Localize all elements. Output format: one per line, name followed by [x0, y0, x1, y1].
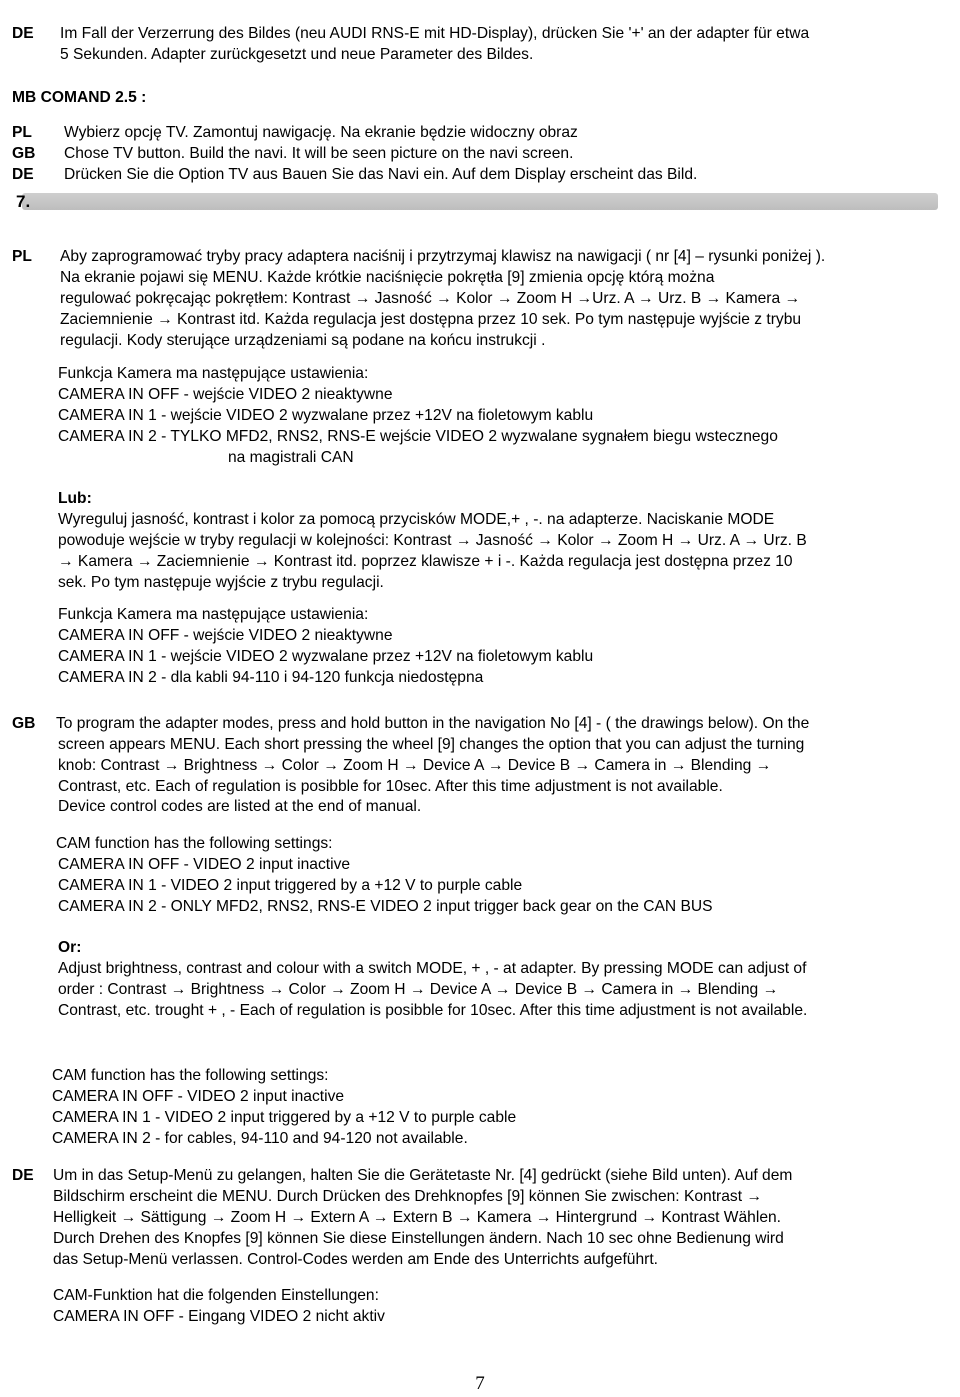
text-line: CAMERA IN 2 - for cables, 94-110 and 94-120 not available.	[52, 1130, 468, 1147]
subheading-lub: Lub:	[58, 490, 92, 507]
subheading-or: Or:	[58, 939, 82, 956]
text-line: Zaciemnienie → Kontrast itd. Każda regulacja jest dostępna przez 10 sek. Po tym następuje wyjście z trybu	[60, 311, 802, 328]
de-note-line-2: 5 Sekunden. Adapter zurückgesetzt und neue Parameter des Bildes.	[60, 46, 534, 63]
text-line: Helligkeit → Sättigung → Zoom H → Extern A → Extern B → Kamera → Hintergrund → Kontrast Wählen.	[53, 1209, 781, 1226]
text-line: Durch Drehen des Knopfes [9] können Sie diese Einstellungen ändern. Nach 10 sec ohne Bedienung wird	[53, 1230, 784, 1247]
text-line: na magistrali CAN	[228, 449, 354, 466]
text-line: Um in das Setup-Menü zu gelangen, halten Sie die Gerätetaste Nr. [4] gedrückt (siehe Bild unten). Auf dem	[53, 1167, 793, 1184]
text-line: CAMERA IN 2 - dla kabli 94-110 i 94-120 funkcja niedostępna	[58, 669, 484, 686]
step-divider-bar	[22, 193, 938, 210]
text-line: CAM function has the following settings:	[56, 835, 333, 852]
lang-label-pl: PL	[12, 124, 32, 141]
lang-label-gb: GB	[12, 715, 36, 732]
text-line: CAMERA IN OFF - wejście VIDEO 2 nieaktywne	[58, 386, 393, 403]
step-number: 7.	[16, 192, 31, 211]
text-line: CAMERA IN OFF - Eingang VIDEO 2 nicht aktiv	[53, 1308, 385, 1325]
text-line: → Kamera → Zaciemnienie → Kontrast itd. poprzez klawisze + i -. Każda regulacja jest dostępna przez 10	[58, 553, 793, 570]
text-line: sek. Po tym następuje wyjście z trybu regulacji.	[58, 574, 384, 591]
text-line: Contrast, etc. Each of regulation is posibble for 10sec. After this time adjustment is not available.	[58, 778, 723, 795]
text-line: Wyreguluj jasność, kontrast i kolor za pomocą przycisków MODE,+ , -. na adapterze. Naciskanie MODE	[58, 511, 775, 528]
text-line: Funkcja Kamera ma następujące ustawienia:	[58, 606, 369, 623]
text-line: order : Contrast → Brightness → Color → Zoom H → Device A → Device B → Camera in → Blending →	[58, 981, 779, 998]
text-line: CAM-Funktion hat die folgenden Einstellungen:	[53, 1287, 379, 1304]
text-line: Bildschirm erscheint die MENU. Durch Drücken des Drehknopfes [9] können Sie zwischen: Kontrast →	[53, 1188, 762, 1205]
lang-label-gb: GB	[12, 145, 36, 162]
text-line: Device control codes are listed at the end of manual.	[58, 798, 422, 815]
lang-label-de: DE	[12, 1167, 34, 1184]
text-line: CAMERA IN 2 - TYLKO MFD2, RNS2, RNS-E wejście VIDEO 2 wyzwalane sygnałem biegu wstecznego	[58, 428, 778, 445]
text-line: CAMERA IN 1 - wejście VIDEO 2 wyzwalane przez +12V na fioletowym kablu	[58, 648, 594, 665]
lang-label-de: DE	[12, 166, 34, 183]
text-line: CAMERA IN 1 - wejście VIDEO 2 wyzwalane przez +12V na fioletowym kablu	[58, 407, 594, 424]
text-line: Funkcja Kamera ma następujące ustawienia:	[58, 365, 369, 382]
step7-gb-line: Chose TV button. Build the navi. It will be seen picture on the navi screen.	[64, 145, 574, 162]
text-line: screen appears MENU. Each short pressing the wheel [9] changes the option that you can adjust the turning	[58, 736, 805, 753]
text-line: To program the adapter modes, press and hold button in the navigation No [4] - ( the drawings below). On the	[56, 715, 810, 732]
de-note-line-1: Im Fall der Verzerrung des Bildes (neu AUDI RNS-E mit HD-Display), drücken Sie '+' an der adapter für etwa	[60, 25, 810, 42]
section-heading: MB COMAND 2.5 :	[12, 89, 147, 106]
lang-label-de: DE	[12, 25, 34, 42]
page-number: 7	[475, 1373, 485, 1394]
step7-de-line: Drücken Sie die Option TV aus Bauen Sie das Navi ein. Auf dem Display erscheint das Bild.	[64, 166, 698, 183]
text-line: CAMERA IN 1 - VIDEO 2 input triggered by a +12 V to purple cable	[52, 1109, 517, 1126]
text-line: regulacji. Kody sterujące urządzeniami są podane na końcu instrukcji .	[60, 332, 546, 349]
text-line: powoduje wejście w tryby regulacji w kolejności: Kontrast → Jasność → Kolor → Zoom H → Urz. A → Urz. B	[58, 532, 807, 549]
text-line: Contrast, etc. trought + , - Each of regulation is posibble for 10sec. After this time adjustment is not available.	[58, 1002, 808, 1019]
text-line: CAMERA IN 1 - VIDEO 2 input triggered by a +12 V to purple cable	[58, 877, 523, 894]
text-line: Na ekranie pojawi się MENU. Każde krótkie naciśnięcie pokrętła [9] zmienia opcję którą można	[60, 269, 715, 286]
text-line: Adjust brightness, contrast and colour with a switch MODE, + , - at adapter. By pressing MODE can adjust of	[58, 960, 807, 977]
text-line: regulować pokręcając pokrętłem: Kontrast → Jasność → Kolor → Zoom H →Urz. A → Urz. B → Kamera →	[60, 290, 801, 307]
text-line: CAM function has the following settings:	[52, 1067, 329, 1084]
text-line: knob: Contrast → Brightness → Color → Zoom H → Device A → Device B → Camera in → Blending →	[58, 757, 772, 774]
text-line: CAMERA IN OFF - VIDEO 2 input inactive	[52, 1088, 345, 1105]
text-line: Aby zaprogramować tryby pracy adaptera naciśnij i przytrzymaj klawisz na nawigacji ( nr [4] – rysunki poniżej ).	[60, 248, 826, 265]
text-line: das Setup-Menü verlassen. Control-Codes werden am Ende des Unterrichts aufgeführt.	[53, 1251, 659, 1268]
text-line: CAMERA IN 2 - ONLY MFD2, RNS2, RNS-E VIDEO 2 input trigger back gear on the CAN BUS	[58, 898, 713, 915]
step7-pl-line: Wybierz opcję TV. Zamontuj nawigację. Na ekranie będzie widoczny obraz	[64, 124, 578, 141]
text-line: CAMERA IN OFF - VIDEO 2 input inactive	[58, 856, 351, 873]
lang-label-pl: PL	[12, 248, 32, 265]
text-line: CAMERA IN OFF - wejście VIDEO 2 nieaktywne	[58, 627, 393, 644]
